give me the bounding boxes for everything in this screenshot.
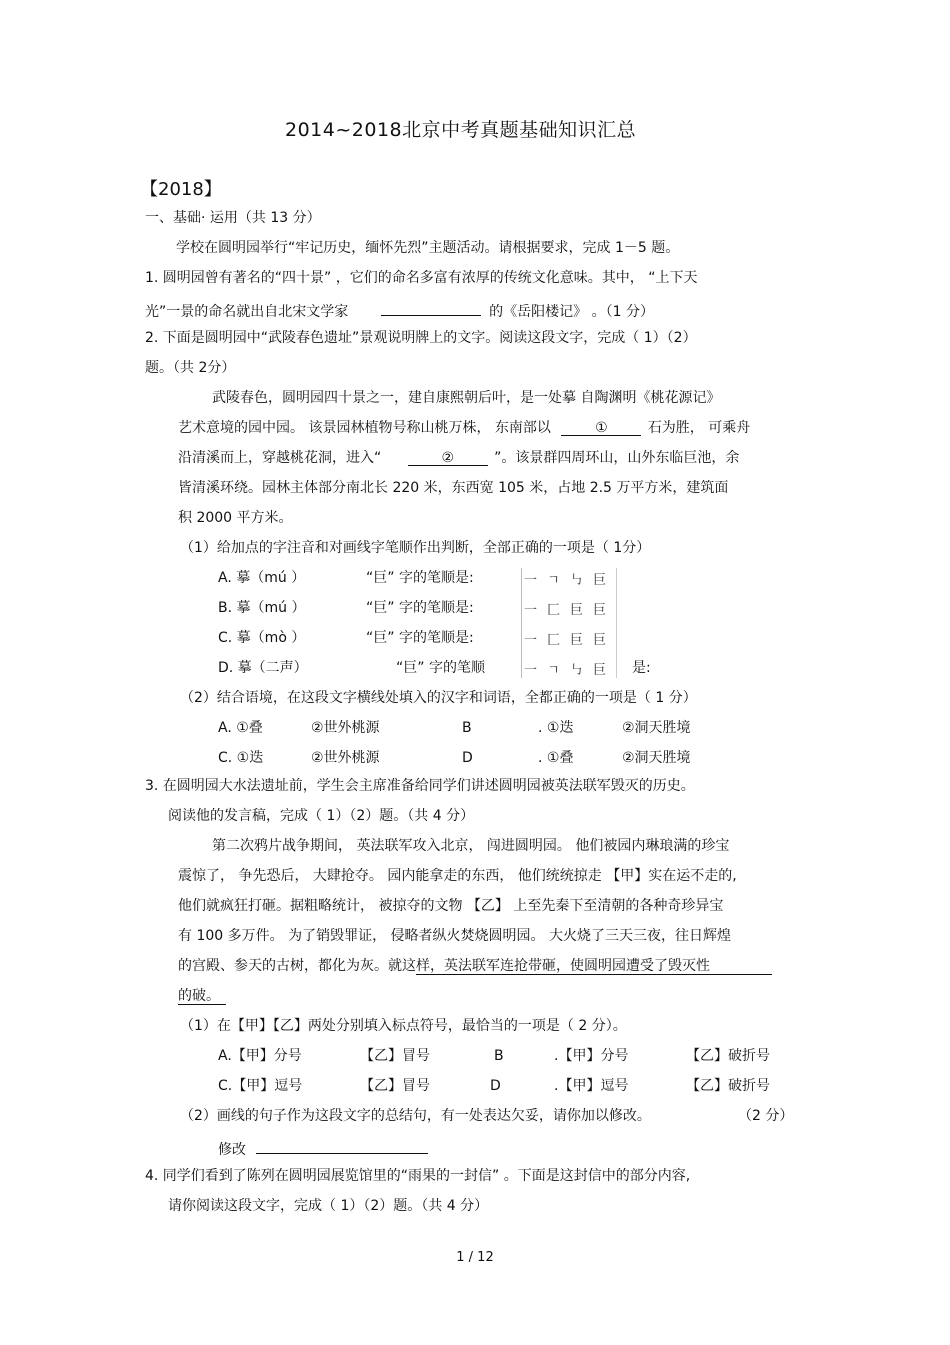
q2-sub1-option-a[interactable]: A. 摹（mú ） xyxy=(218,570,306,586)
stroke-step: 匚 xyxy=(546,632,560,648)
q3-underlined-sentence-end: 的破。 xyxy=(178,988,226,1005)
stroke-order-c xyxy=(521,627,615,649)
q2-sub2-option-b[interactable]: . ①迭 xyxy=(538,720,574,736)
q1-line2 xyxy=(145,298,654,322)
q1-line2-a: 光”一景的命名就出自北宋文学家 xyxy=(145,304,349,320)
page-number: 1 / 12 xyxy=(456,1250,494,1265)
q3-revise-row xyxy=(218,1136,428,1160)
q2-sub2-option-a-2: ②世外桃源 xyxy=(311,720,380,736)
q2-passage-line: 皆清溪环绕。园林主体部分南北长 220 米，东西宽 105 米，占地 2.5 万平方米，建筑面 xyxy=(178,480,729,496)
q3-sub1-option-d-letter[interactable]: D xyxy=(490,1078,501,1094)
stroke-step: ㇉ xyxy=(569,572,583,588)
q3-underlined-sentence: 样，英法联军连抢带砸，使圆明园遭受了毁灭性 xyxy=(416,958,772,975)
q2-sub1-prompt: （1）给加点的字注音和对画线字笔顺作出判断，全部正确的一项是（ 1分） xyxy=(180,540,651,556)
q3-passage-line xyxy=(178,986,226,1006)
q2-sub1-option-c-stroke-text: “巨” 字的笔顺是: xyxy=(366,630,474,646)
q2-sub2-option-d-2: ②洞天胜境 xyxy=(622,750,691,766)
q3-sub1-option-a-2: 【乙】冒号 xyxy=(360,1048,430,1064)
stroke-order-a xyxy=(521,567,615,589)
q2-sub2-prompt: （2）结合语境，在这段文字横线处填入的汉字和词语，全都正确的一项是（ 1 分） xyxy=(180,690,697,706)
q2-passage-text: 艺术意境的园中园。 该景园林植物号称山桃万株， 东南部以 xyxy=(178,420,551,436)
q3-revise-label: 修改 xyxy=(218,1142,246,1158)
q2-sub1-option-d[interactable]: D. 摹（二声） xyxy=(218,660,308,676)
q2-passage-line xyxy=(178,448,739,468)
q2-sub2-option-c-2: ②世外桃源 xyxy=(311,750,380,766)
stroke-step: 巨 xyxy=(569,632,583,648)
q2-sub1-option-a-stroke-text: “巨” 字的笔顺是: xyxy=(366,570,474,586)
q1-line1: 1. 圆明园曾有著名的“四十景” ，它们的命名多富有浓厚的传统文化意味。其中， “上下天 xyxy=(145,270,698,286)
q3-passage-line: 有 100 多万件。 为了销毁罪证， 侵略者纵火焚烧圆明园。 大火烧了三天三夜，往日辉煌 xyxy=(178,928,731,944)
q2-passage-text: 石为胜， 可乘舟 xyxy=(647,420,751,436)
stroke-step: 一 xyxy=(523,632,537,648)
q3-sub1-option-c-2: 【乙】冒号 xyxy=(360,1078,430,1094)
q3-sub2-prompt: （2）画线的句子作为这段文字的总结句，有一处表达欠妥，请你加以修改。 xyxy=(180,1108,651,1124)
q2-sub2-option-d-letter[interactable]: D xyxy=(462,750,473,766)
stroke-step: 匚 xyxy=(546,602,560,618)
q1-line2-b: 的《岳阳楼记》 。（1 分） xyxy=(489,304,654,320)
stroke-step: 巨 xyxy=(592,662,606,678)
q2-sub1-option-b-stroke-text: “巨” 字的笔顺是: xyxy=(366,600,474,616)
q3-revise-blank[interactable] xyxy=(256,1136,428,1154)
intro-text: 学校在圆明园举行“牢记历史，缅怀先烈”主题活动。请根据要求，完成 1－5 题。 xyxy=(176,240,680,256)
q2-blank-1[interactable]: ① xyxy=(561,418,641,436)
stroke-step: 巨 xyxy=(592,572,606,588)
section-heading: 一、基础· 运用（共 13 分） xyxy=(145,210,321,226)
q3-sub1-option-d-2: 【乙】破折号 xyxy=(686,1078,770,1094)
stroke-step: 巨 xyxy=(592,632,606,648)
q3-sub1-option-a[interactable]: A.【甲】分号 xyxy=(218,1048,302,1064)
q4-line1: 4. 同学们看到了陈列在圆明园展览馆里的“雨果的一封信” 。下面是这封信中的部分内容, xyxy=(145,1168,691,1184)
q3-sub1-option-b[interactable]: .【甲】分号 xyxy=(554,1048,629,1064)
q3-line1: 3. 在圆明园大水法遗址前，学生会主席准备给同学们讲述圆明园被英法联军毁灭的历史。 xyxy=(145,778,695,794)
q2-passage-line: 积 2000 平方米。 xyxy=(178,510,293,526)
q3-line2: 阅读他的发言稿，完成（ 1）（2）题。（共 4 分） xyxy=(168,808,475,824)
stroke-order-b xyxy=(521,597,615,619)
q3-passage-line: 他们就疯狂打砸。据粗略统计， 被掠夺的文物 【乙】 上至先秦下至清朝的各种奇珍异宝 xyxy=(178,898,724,914)
stroke-step: 一 xyxy=(523,572,537,588)
q3-sub1-option-c[interactable]: C.【甲】逗号 xyxy=(218,1078,303,1094)
q2-sub1-option-d-suffix: 是: xyxy=(632,660,651,676)
q2-passage-line: 武陵春色，圆明园四十景之一，建自康熙朝后叶，是一处摹 自陶渊明《桃花源记》 xyxy=(212,390,721,406)
q2-sub2-option-c[interactable]: C. ①迭 xyxy=(218,750,264,766)
q2-sub2-option-b-letter[interactable]: B xyxy=(462,720,472,736)
stroke-step: 一 xyxy=(523,602,537,618)
q2-sub1-option-b[interactable]: B. 摹（mú ） xyxy=(218,600,306,616)
q3-passage-line: 第二次鸦片战争期间， 英法联军攻入北京， 闯进圆明园。 他们被园内琳琅满的珍宝 xyxy=(212,838,730,854)
q2-line2: 题。（共 2分） xyxy=(145,360,236,376)
q3-passage-line: 震惊了， 争先恐后， 大肆抢夺。 园内能拿走的东西， 他们统统掠走 【甲】实在运不走的, xyxy=(178,868,737,884)
q2-sub2-option-d[interactable]: . ①叠 xyxy=(538,750,574,766)
q1-answer-blank[interactable] xyxy=(381,298,481,316)
q2-line1: 2. 下面是圆明园中“武陵春色遗址”景观说明牌上的文字。阅读这段文字，完成（ 1）（2） xyxy=(145,330,697,346)
q3-sub2-score: （2 分） xyxy=(738,1108,794,1124)
q3-passage-line xyxy=(178,956,772,976)
stroke-step: ㄱ xyxy=(547,572,560,588)
q3-sub1-prompt: （1）在【甲】【乙】两处分别填入标点符号，最恰当的一项是（ 2 分）。 xyxy=(180,1018,627,1034)
q3-sub1-option-d[interactable]: .【甲】逗号 xyxy=(554,1078,629,1094)
q2-blank-2[interactable]: ② xyxy=(408,448,488,466)
stroke-step: 巨 xyxy=(592,602,606,618)
q2-sub1-option-c[interactable]: C. 摹（mò ） xyxy=(218,630,306,646)
stroke-step: 巨 xyxy=(569,602,583,618)
page-title: 2014~2018北京中考真题基础知识汇总 xyxy=(285,119,637,141)
q2-passage-line xyxy=(178,418,750,438)
q2-sub2-option-b-2: ②洞天胜境 xyxy=(622,720,691,736)
q3-sub1-option-b-letter[interactable]: B xyxy=(494,1048,504,1064)
q3-sub1-option-b-2: 【乙】破折号 xyxy=(686,1048,770,1064)
q4-line2: 请你阅读这段文字，完成（ 1）（2）题。（共 4 分） xyxy=(168,1198,489,1214)
stroke-step: ㇉ xyxy=(569,662,583,678)
q3-passage-text: 的宫殿、参天的古树，都化为灰。就这 xyxy=(178,958,416,974)
stroke-step: 一 xyxy=(523,662,537,678)
stroke-step: ㄱ xyxy=(547,662,560,678)
q2-passage-text: ”。该景群四周环山，山外东临巨池，余 xyxy=(494,450,740,466)
stroke-order-d xyxy=(521,657,615,679)
q2-sub2-option-a[interactable]: A. ①叠 xyxy=(218,720,263,736)
year-heading: 【2018】 xyxy=(140,179,222,200)
q2-passage-text: 沿清溪而上，穿越桃花洞，进入“ xyxy=(178,450,382,466)
q2-sub1-option-d-stroke-text: “巨” 字的笔顺 xyxy=(396,660,485,676)
